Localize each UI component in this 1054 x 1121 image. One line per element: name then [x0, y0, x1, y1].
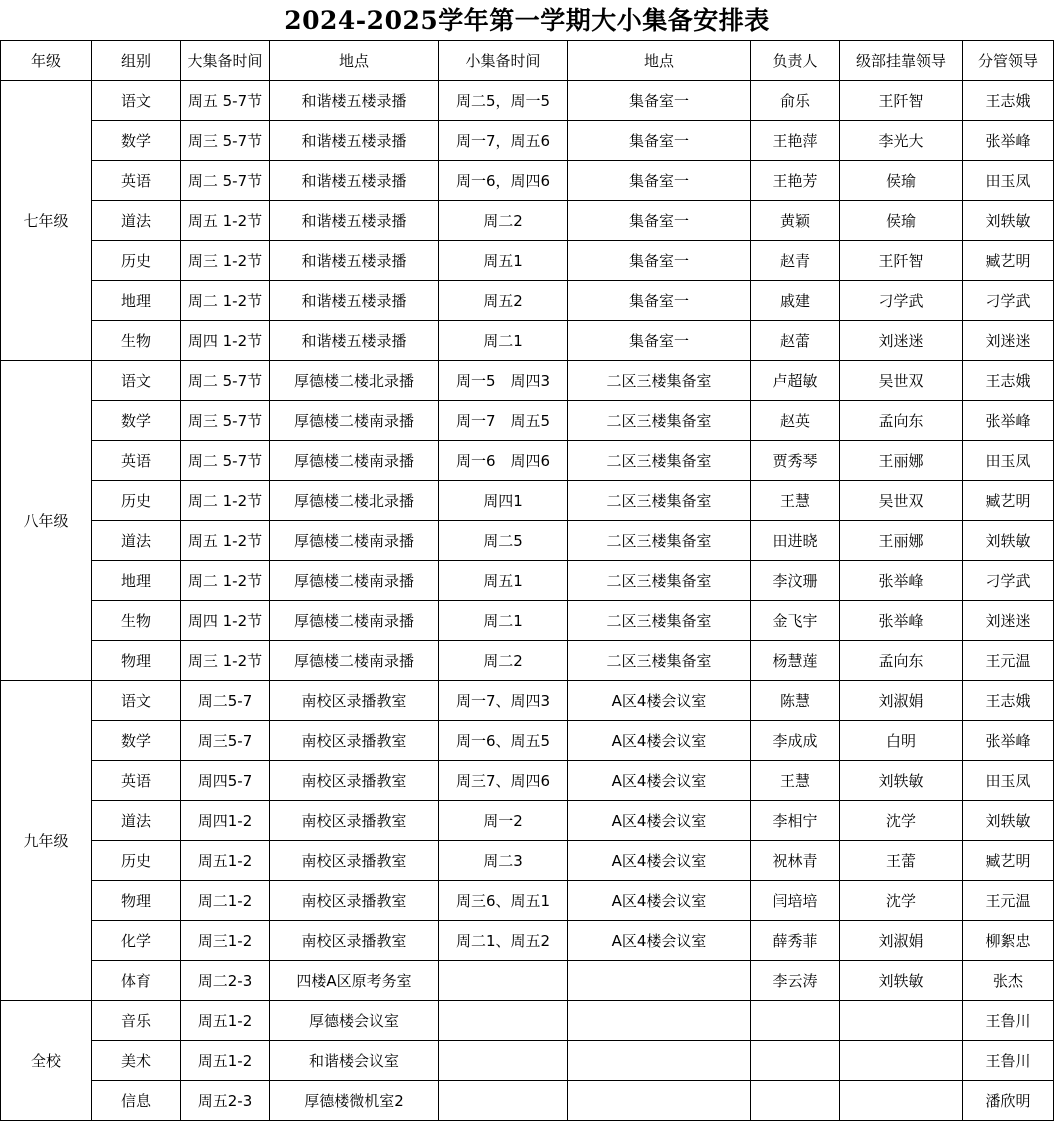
grade-cell[interactable]: 八年级	[1, 361, 92, 681]
small-prep-time-cell[interactable]	[439, 1041, 568, 1081]
big-prep-time-cell[interactable]: 周三 1-2节	[181, 241, 270, 281]
group-cell[interactable]: 美术	[92, 1041, 181, 1081]
table-row	[1, 321, 1054, 361]
small-prep-location-cell[interactable]: A区4楼会议室	[568, 681, 751, 721]
person-in-charge-cell[interactable]: 田进晓	[751, 521, 840, 561]
supervising-leader-cell[interactable]: 臧艺明	[963, 841, 1054, 881]
big-prep-time-cell[interactable]: 周三1-2	[181, 921, 270, 961]
small-prep-time-cell[interactable]: 周一2	[439, 801, 568, 841]
big-prep-time-cell[interactable]: 周三 5-7节	[181, 401, 270, 441]
person-in-charge-cell[interactable]: 王艳萍	[751, 121, 840, 161]
small-prep-time-cell[interactable]: 周二2	[439, 201, 568, 241]
grade-leader-cell[interactable]: 刘轶敏	[840, 961, 963, 1001]
big-prep-location-cell[interactable]: 南校区录播教室	[270, 841, 439, 881]
big-prep-location-cell[interactable]: 厚德楼二楼南录播	[270, 561, 439, 601]
table-row	[1, 961, 1054, 1001]
grade-leader-cell[interactable]: 王蕾	[840, 841, 963, 881]
grade-cell[interactable]: 全校	[1, 1001, 92, 1121]
table-row	[1, 761, 1054, 801]
big-prep-time-cell[interactable]: 周五1-2	[181, 841, 270, 881]
table-row	[1, 681, 1054, 721]
person-in-charge-cell[interactable]: 贾秀琴	[751, 441, 840, 481]
grade-leader-cell[interactable]: 吴世双	[840, 361, 963, 401]
group-cell[interactable]: 生物	[92, 601, 181, 641]
small-prep-time-cell[interactable]: 周二5	[439, 521, 568, 561]
grade-leader-cell[interactable]: 王阡智	[840, 241, 963, 281]
supervising-leader-cell[interactable]: 田玉凤	[963, 761, 1054, 801]
supervising-leader-cell[interactable]: 潘欣明	[963, 1081, 1054, 1121]
big-prep-location-cell[interactable]: 和谐楼五楼录播	[270, 161, 439, 201]
supervising-leader-cell[interactable]: 刘迷迷	[963, 601, 1054, 641]
person-in-charge-cell[interactable]: 戚建	[751, 281, 840, 321]
small-prep-time-cell[interactable]: 周四1	[439, 481, 568, 521]
grade-leader-cell[interactable]	[840, 1081, 963, 1121]
big-prep-location-cell[interactable]: 和谐楼五楼录播	[270, 281, 439, 321]
big-prep-location-cell[interactable]: 厚德楼二楼北录播	[270, 481, 439, 521]
big-prep-time-cell[interactable]: 周二2-3	[181, 961, 270, 1001]
person-in-charge-cell[interactable]: 李成成	[751, 721, 840, 761]
supervising-leader-cell[interactable]: 王元温	[963, 641, 1054, 681]
big-prep-location-cell[interactable]: 南校区录播教室	[270, 881, 439, 921]
big-prep-location-cell[interactable]: 南校区录播教室	[270, 761, 439, 801]
person-in-charge-cell[interactable]: 薛秀菲	[751, 921, 840, 961]
small-prep-time-cell[interactable]: 周一7 周五5	[439, 401, 568, 441]
big-prep-time-cell[interactable]: 周五2-3	[181, 1081, 270, 1121]
table-row	[1, 801, 1054, 841]
small-prep-time-cell[interactable]: 周二1	[439, 601, 568, 641]
supervising-leader-cell[interactable]: 刘轶敏	[963, 801, 1054, 841]
big-prep-location-cell[interactable]: 和谐楼五楼录播	[270, 241, 439, 281]
person-in-charge-cell[interactable]: 俞乐	[751, 81, 840, 121]
big-prep-location-cell[interactable]: 厚德楼二楼南录播	[270, 521, 439, 561]
person-in-charge-cell[interactable]: 王艳芳	[751, 161, 840, 201]
small-prep-time-cell[interactable]: 周二2	[439, 641, 568, 681]
big-prep-location-cell[interactable]: 和谐楼五楼录播	[270, 201, 439, 241]
small-prep-time-cell[interactable]: 周二5，周一5	[439, 81, 568, 121]
grade-leader-cell[interactable]: 侯瑜	[840, 201, 963, 241]
big-prep-time-cell[interactable]: 周四 1-2节	[181, 601, 270, 641]
supervising-leader-cell[interactable]: 田玉凤	[963, 441, 1054, 481]
group-cell[interactable]: 语文	[92, 681, 181, 721]
small-prep-location-cell[interactable]: 二区三楼集备室	[568, 601, 751, 641]
big-prep-time-cell[interactable]: 周二 5-7节	[181, 441, 270, 481]
person-in-charge-cell[interactable]: 闫培培	[751, 881, 840, 921]
big-prep-time-cell[interactable]: 周五 5-7节	[181, 81, 270, 121]
small-prep-time-cell[interactable]: 周五1	[439, 561, 568, 601]
grade-leader-cell[interactable]: 刁学武	[840, 281, 963, 321]
grade-leader-cell[interactable]: 张举峰	[840, 561, 963, 601]
big-prep-location-cell[interactable]: 厚德楼二楼北录播	[270, 361, 439, 401]
grade-leader-cell[interactable]: 王丽娜	[840, 521, 963, 561]
small-prep-time-cell[interactable]: 周二1、周五2	[439, 921, 568, 961]
small-prep-location-cell[interactable]: A区4楼会议室	[568, 721, 751, 761]
supervising-leader-cell[interactable]: 王志娥	[963, 361, 1054, 401]
group-cell[interactable]: 地理	[92, 561, 181, 601]
big-prep-time-cell[interactable]: 周五1-2	[181, 1001, 270, 1041]
small-prep-time-cell[interactable]: 周一7、周四3	[439, 681, 568, 721]
big-prep-time-cell[interactable]: 周二 1-2节	[181, 561, 270, 601]
supervising-leader-cell[interactable]: 王志娥	[963, 81, 1054, 121]
person-in-charge-cell[interactable]	[751, 1081, 840, 1121]
small-prep-location-cell[interactable]: 二区三楼集备室	[568, 641, 751, 681]
big-prep-time-cell[interactable]: 周二 5-7节	[181, 361, 270, 401]
schedule-table	[0, 40, 1054, 1121]
small-prep-location-cell[interactable]: A区4楼会议室	[568, 841, 751, 881]
supervising-leader-cell[interactable]: 柳絮忠	[963, 921, 1054, 961]
group-cell[interactable]: 化学	[92, 921, 181, 961]
small-prep-location-cell[interactable]: 集备室一	[568, 281, 751, 321]
small-prep-location-cell[interactable]: 二区三楼集备室	[568, 441, 751, 481]
supervising-leader-cell[interactable]: 刘轶敏	[963, 201, 1054, 241]
big-prep-time-cell[interactable]: 周二 5-7节	[181, 161, 270, 201]
small-prep-location-cell[interactable]: A区4楼会议室	[568, 761, 751, 801]
big-prep-location-cell[interactable]: 四楼A区原考务室	[270, 961, 439, 1001]
header-cell-small-prep-location[interactable]: 地点	[568, 41, 751, 81]
small-prep-location-cell[interactable]	[568, 1001, 751, 1041]
small-prep-location-cell[interactable]	[568, 1041, 751, 1081]
group-cell[interactable]: 英语	[92, 441, 181, 481]
grade-leader-cell[interactable]: 王丽娜	[840, 441, 963, 481]
table-row	[1, 721, 1054, 761]
small-prep-location-cell[interactable]: 二区三楼集备室	[568, 561, 751, 601]
group-cell[interactable]: 英语	[92, 761, 181, 801]
supervising-leader-cell[interactable]: 王志娥	[963, 681, 1054, 721]
big-prep-time-cell[interactable]: 周五 1-2节	[181, 521, 270, 561]
small-prep-location-cell[interactable]	[568, 961, 751, 1001]
grade-leader-cell[interactable]	[840, 1041, 963, 1081]
group-cell[interactable]: 语文	[92, 361, 181, 401]
supervising-leader-cell[interactable]: 刁学武	[963, 561, 1054, 601]
table-row	[1, 481, 1054, 521]
small-prep-time-cell[interactable]: 周三7、周四6	[439, 761, 568, 801]
supervising-leader-cell[interactable]: 臧艺明	[963, 481, 1054, 521]
table-row	[1, 601, 1054, 641]
person-in-charge-cell[interactable]: 赵青	[751, 241, 840, 281]
big-prep-location-cell[interactable]: 和谐楼会议室	[270, 1041, 439, 1081]
small-prep-time-cell[interactable]: 周一5 周四3	[439, 361, 568, 401]
table-row	[1, 281, 1054, 321]
group-cell[interactable]: 信息	[92, 1081, 181, 1121]
big-prep-time-cell[interactable]: 周三5-7	[181, 721, 270, 761]
grade-cell[interactable]: 七年级	[1, 81, 92, 361]
small-prep-location-cell[interactable]: 二区三楼集备室	[568, 481, 751, 521]
table-row	[1, 1081, 1054, 1121]
table-row	[1, 641, 1054, 681]
big-prep-time-cell[interactable]: 周三 5-7节	[181, 121, 270, 161]
big-prep-location-cell[interactable]: 南校区录播教室	[270, 721, 439, 761]
small-prep-location-cell[interactable]	[568, 1081, 751, 1121]
small-prep-time-cell[interactable]: 周一6、周五5	[439, 721, 568, 761]
big-prep-time-cell[interactable]: 周三 1-2节	[181, 641, 270, 681]
header-cell-big-prep-location[interactable]: 地点	[270, 41, 439, 81]
person-in-charge-cell[interactable]	[751, 1001, 840, 1041]
header-cell-small-prep-time[interactable]: 小集备时间	[439, 41, 568, 81]
small-prep-time-cell[interactable]: 周二3	[439, 841, 568, 881]
small-prep-location-cell[interactable]: 集备室一	[568, 241, 751, 281]
grade-leader-cell[interactable]: 沈学	[840, 801, 963, 841]
small-prep-time-cell[interactable]: 周一7，周五6	[439, 121, 568, 161]
big-prep-time-cell[interactable]: 周四 1-2节	[181, 321, 270, 361]
grade-leader-cell[interactable]: 孟向东	[840, 641, 963, 681]
small-prep-time-cell[interactable]	[439, 1001, 568, 1041]
big-prep-time-cell[interactable]: 周四1-2	[181, 801, 270, 841]
person-in-charge-cell[interactable]: 李相宁	[751, 801, 840, 841]
small-prep-time-cell[interactable]: 周五1	[439, 241, 568, 281]
person-in-charge-cell[interactable]: 李云涛	[751, 961, 840, 1001]
group-cell[interactable]: 历史	[92, 481, 181, 521]
small-prep-location-cell[interactable]: A区4楼会议室	[568, 921, 751, 961]
grade-leader-cell[interactable]: 白明	[840, 721, 963, 761]
group-cell[interactable]: 道法	[92, 801, 181, 841]
small-prep-location-cell[interactable]: 二区三楼集备室	[568, 361, 751, 401]
grade-leader-cell[interactable]	[840, 1001, 963, 1041]
small-prep-location-cell[interactable]: 集备室一	[568, 321, 751, 361]
supervising-leader-cell[interactable]: 张杰	[963, 961, 1054, 1001]
supervising-leader-cell[interactable]: 张举峰	[963, 401, 1054, 441]
person-in-charge-cell[interactable]: 赵英	[751, 401, 840, 441]
person-in-charge-cell[interactable]: 金飞宇	[751, 601, 840, 641]
supervising-leader-cell[interactable]: 臧艺明	[963, 241, 1054, 281]
big-prep-location-cell[interactable]: 南校区录播教室	[270, 681, 439, 721]
grade-leader-cell[interactable]: 侯瑜	[840, 161, 963, 201]
person-in-charge-cell[interactable]: 李汶珊	[751, 561, 840, 601]
big-prep-location-cell[interactable]: 厚德楼微机室2	[270, 1081, 439, 1121]
big-prep-time-cell[interactable]: 周五 1-2节	[181, 201, 270, 241]
grade-cell[interactable]: 九年级	[1, 681, 92, 1001]
header-cell-grade-leader[interactable]: 级部挂靠领导	[840, 41, 963, 81]
small-prep-location-cell[interactable]: 集备室一	[568, 81, 751, 121]
group-cell[interactable]: 数学	[92, 721, 181, 761]
supervising-leader-cell[interactable]: 张举峰	[963, 721, 1054, 761]
header-cell-supervising-leader[interactable]: 分管领导	[963, 41, 1054, 81]
table-row	[1, 361, 1054, 401]
small-prep-location-cell[interactable]: A区4楼会议室	[568, 881, 751, 921]
table-row	[1, 561, 1054, 601]
small-prep-time-cell[interactable]: 周一6，周四6	[439, 161, 568, 201]
group-cell[interactable]: 体育	[92, 961, 181, 1001]
group-cell[interactable]: 物理	[92, 641, 181, 681]
small-prep-location-cell[interactable]: A区4楼会议室	[568, 801, 751, 841]
group-cell[interactable]: 地理	[92, 281, 181, 321]
person-in-charge-cell[interactable]: 王慧	[751, 481, 840, 521]
group-cell[interactable]: 历史	[92, 841, 181, 881]
table-row	[1, 841, 1054, 881]
small-prep-time-cell[interactable]: 周一6 周四6	[439, 441, 568, 481]
grade-leader-cell[interactable]: 刘迷迷	[840, 321, 963, 361]
big-prep-time-cell[interactable]: 周二 1-2节	[181, 281, 270, 321]
small-prep-time-cell[interactable]: 周五2	[439, 281, 568, 321]
table-row	[1, 881, 1054, 921]
small-prep-time-cell[interactable]: 周二1	[439, 321, 568, 361]
group-cell[interactable]: 物理	[92, 881, 181, 921]
table-row	[1, 1001, 1054, 1041]
group-cell[interactable]: 生物	[92, 321, 181, 361]
supervising-leader-cell[interactable]: 刁学武	[963, 281, 1054, 321]
person-in-charge-cell[interactable]: 黄颖	[751, 201, 840, 241]
grade-leader-cell[interactable]: 刘淑娟	[840, 921, 963, 961]
big-prep-location-cell[interactable]: 厚德楼会议室	[270, 1001, 439, 1041]
supervising-leader-cell[interactable]: 田玉凤	[963, 161, 1054, 201]
grade-leader-cell[interactable]: 沈学	[840, 881, 963, 921]
big-prep-location-cell[interactable]: 厚德楼二楼南录播	[270, 601, 439, 641]
small-prep-location-cell[interactable]: 二区三楼集备室	[568, 521, 751, 561]
big-prep-location-cell[interactable]: 和谐楼五楼录播	[270, 121, 439, 161]
person-in-charge-cell[interactable]: 卢超敏	[751, 361, 840, 401]
group-cell[interactable]: 音乐	[92, 1001, 181, 1041]
supervising-leader-cell[interactable]: 刘迷迷	[963, 321, 1054, 361]
table-row	[1, 161, 1054, 201]
supervising-leader-cell[interactable]: 王鲁川	[963, 1001, 1054, 1041]
big-prep-time-cell[interactable]: 周二 1-2节	[181, 481, 270, 521]
big-prep-time-cell[interactable]: 周二1-2	[181, 881, 270, 921]
small-prep-location-cell[interactable]: 二区三楼集备室	[568, 401, 751, 441]
big-prep-time-cell[interactable]: 周二5-7	[181, 681, 270, 721]
grade-leader-cell[interactable]: 王阡智	[840, 81, 963, 121]
header-row	[1, 41, 1054, 81]
table-row	[1, 241, 1054, 281]
group-cell[interactable]: 语文	[92, 81, 181, 121]
supervising-leader-cell[interactable]: 王元温	[963, 881, 1054, 921]
group-cell[interactable]: 道法	[92, 201, 181, 241]
supervising-leader-cell[interactable]: 张举峰	[963, 121, 1054, 161]
big-prep-location-cell[interactable]: 厚德楼二楼南录播	[270, 401, 439, 441]
table-row	[1, 1041, 1054, 1081]
grade-leader-cell[interactable]: 李光大	[840, 121, 963, 161]
supervising-leader-cell[interactable]: 王鲁川	[963, 1041, 1054, 1081]
big-prep-time-cell[interactable]: 周五1-2	[181, 1041, 270, 1081]
big-prep-time-cell[interactable]: 周四5-7	[181, 761, 270, 801]
header-cell-big-prep-time[interactable]: 大集备时间	[181, 41, 270, 81]
table-row	[1, 121, 1054, 161]
group-cell[interactable]: 数学	[92, 401, 181, 441]
page-title: 2024-2025学年第一学期大小集备安排表	[284, 6, 770, 35]
table-row	[1, 201, 1054, 241]
header-cell-group[interactable]: 组别	[92, 41, 181, 81]
big-prep-location-cell[interactable]: 南校区录播教室	[270, 921, 439, 961]
group-cell[interactable]: 数学	[92, 121, 181, 161]
small-prep-time-cell[interactable]: 周三6、周五1	[439, 881, 568, 921]
small-prep-location-cell[interactable]: 集备室一	[568, 121, 751, 161]
grade-leader-cell[interactable]: 刘轶敏	[840, 761, 963, 801]
person-in-charge-cell[interactable]: 赵蕾	[751, 321, 840, 361]
big-prep-location-cell[interactable]: 厚德楼二楼南录播	[270, 441, 439, 481]
table-row	[1, 921, 1054, 961]
grade-leader-cell[interactable]: 张举峰	[840, 601, 963, 641]
table-row	[1, 521, 1054, 561]
group-cell[interactable]: 道法	[92, 521, 181, 561]
header-cell-person-in-charge[interactable]: 负责人	[751, 41, 840, 81]
person-in-charge-cell[interactable]: 杨慧莲	[751, 641, 840, 681]
person-in-charge-cell[interactable]: 王慧	[751, 761, 840, 801]
small-prep-location-cell[interactable]: 集备室一	[568, 201, 751, 241]
schedule-table-body	[1, 41, 1054, 1121]
small-prep-time-cell[interactable]	[439, 961, 568, 1001]
big-prep-location-cell[interactable]: 和谐楼五楼录播	[270, 81, 439, 121]
big-prep-location-cell[interactable]: 和谐楼五楼录播	[270, 321, 439, 361]
grade-leader-cell[interactable]: 吴世双	[840, 481, 963, 521]
person-in-charge-cell[interactable]: 祝林青	[751, 841, 840, 881]
group-cell[interactable]: 英语	[92, 161, 181, 201]
grade-leader-cell[interactable]: 刘淑娟	[840, 681, 963, 721]
table-row	[1, 81, 1054, 121]
grade-leader-cell[interactable]: 孟向东	[840, 401, 963, 441]
big-prep-location-cell[interactable]: 厚德楼二楼南录播	[270, 641, 439, 681]
small-prep-location-cell[interactable]: 集备室一	[568, 161, 751, 201]
person-in-charge-cell[interactable]	[751, 1041, 840, 1081]
supervising-leader-cell[interactable]: 刘轶敏	[963, 521, 1054, 561]
person-in-charge-cell[interactable]: 陈慧	[751, 681, 840, 721]
big-prep-location-cell[interactable]: 南校区录播教室	[270, 801, 439, 841]
header-cell-grade[interactable]: 年级	[1, 41, 92, 81]
table-row	[1, 401, 1054, 441]
table-row	[1, 441, 1054, 481]
group-cell[interactable]: 历史	[92, 241, 181, 281]
small-prep-time-cell[interactable]	[439, 1081, 568, 1121]
